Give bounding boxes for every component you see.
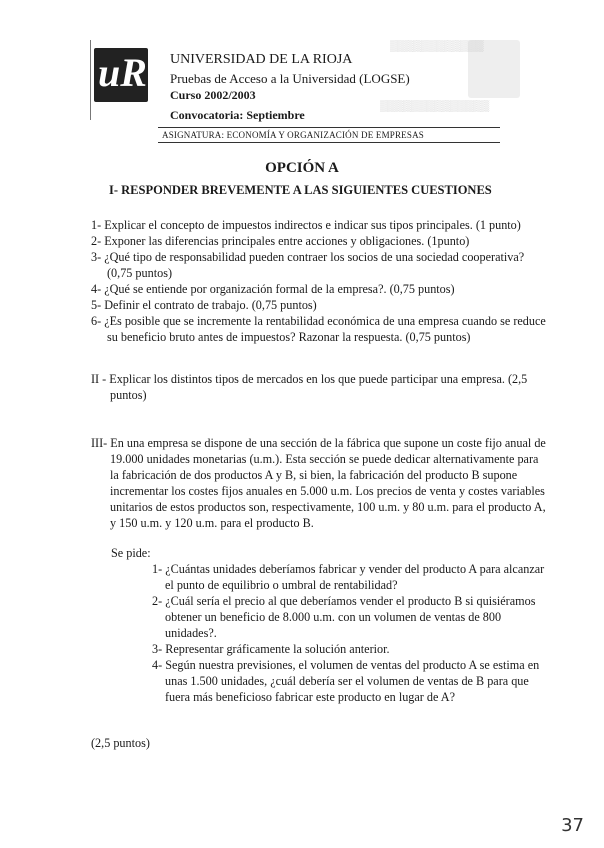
session: Convocatoria: Septiembre [170,108,305,122]
question-line: 3- ¿Qué tipo de responsabilidad pueden contraer los socios de una sociedad cooperativa? [91,250,525,264]
sub-question-line: 1- ¿Cuántas unidades deberíamos fabricar y vender del producto A para alcanzar [152,562,545,576]
sub-question-line: fuera más beneficioso fabricar este producto en lugar de A? [165,690,455,704]
section2-line: II - Explicar los distintos tipos de mercados en los que puede participar una empresa. (2,5 [91,372,528,386]
page-number: 37 [561,815,584,836]
question-line: 2- Exponer las diferencias principales entre acciones y obligaciones. (1punto) [91,234,470,248]
subject: ASIGNATURA: ECONOMÍA Y ORGANIZACIÓN DE EMPRESAS [162,130,424,140]
se-pide: Se pide: [111,546,151,560]
question-line: (0,75 puntos) [107,266,172,280]
section3-line: III- En una empresa se dispone de una sección de la fábrica que supone un coste fijo anual de [91,436,546,450]
header-divider [90,40,91,120]
sub-question-line: el punto de equilibrio o umbral de rentabilidad? [165,578,398,592]
sub-question-line: 2- ¿Cuál sería el precio al que deberíamos vender el producto B si quisiéramos [152,594,536,608]
section1-title: I- RESPONDER BREVEMENTE A LAS SIGUIENTES CUESTIONES [109,183,492,197]
question-line: 5- Definir el contrato de trabajo. (0,75 puntos) [91,298,317,312]
section3-line: incrementar los costes fijos anuales en 5.000 u.m. Los precios de venta y costes variables [110,484,545,498]
question-line: 1- Explicar el concepto de impuestos indirectos e indicar sus tipos principales. (1 punto) [91,218,521,232]
bleed-through-text: ▒▒▒▒▒▒▒▒▒▒▒▒ [390,40,484,52]
section3-line: unitarios de estos productos son, respectivamente, 100 u.m. y 80 u.m. para el producto A, [110,500,546,514]
question-line: 4- ¿Qué se entiende por organización formal de la empresa?. (0,75 puntos) [91,282,455,296]
sub-question-line: unas 1.500 unidades, ¿cuál debería ser el volumen de ventas de B para que [165,674,529,688]
question-line: su beneficio bruto antes de impuestos? Razonar la respuesta. (0,75 puntos) [107,330,471,344]
section3-line: 19.000 unidades monetarias (u.m.). Esta sección se puede dedicar alternativamente para [110,452,539,466]
section3-line: y 150 u.m. y 120 u.m. para el producto B. [110,516,314,530]
sub-question-line: 3- Representar gráficamente la solución anterior. [152,642,390,656]
exam-title: Pruebas de Acceso a la Universidad (LOGSE) [170,71,410,86]
university-logo: uR [94,48,148,102]
rule-top [158,127,500,128]
rule-bottom [158,142,500,143]
section3-points: (2,5 puntos) [91,736,150,750]
option-title: OPCIÓN A [265,160,339,176]
section2-line: puntos) [110,388,147,402]
question-line: 6- ¿Es posible que se incremente la rentabilidad económica de una empresa cuando se reduce [91,314,546,328]
university-name: UNIVERSIDAD DE LA RIOJA [170,52,353,67]
bleed-through-text: ▒▒▒▒▒▒▒▒▒▒▒▒▒▒ [380,100,490,112]
section3-line: la fabricación de dos productos A y B, si bien, la fabricación del producto B supone [110,468,518,482]
course: Curso 2002/2003 [170,88,256,102]
sub-question-line: 4- Según nuestra previsiones, el volumen de ventas del producto A se estima en [152,658,540,672]
sub-question-line: obtener un beneficio de 8.000 u.m. con un volumen de ventas de 800 [165,610,502,624]
sub-question-line: unidades?. [165,626,217,640]
